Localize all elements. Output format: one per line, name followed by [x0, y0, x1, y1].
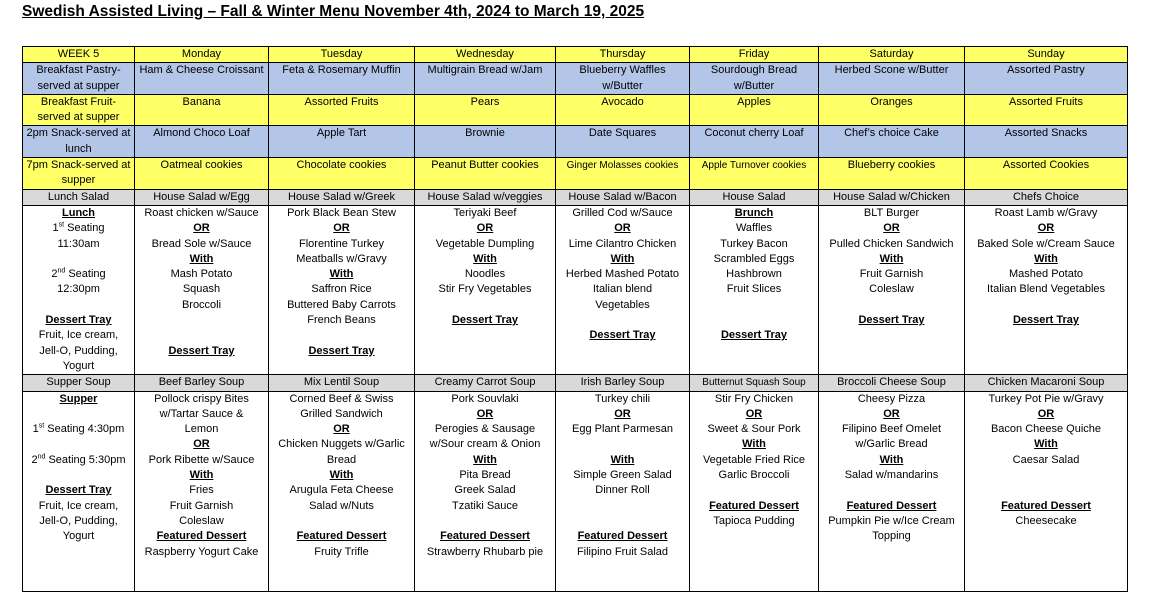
snack-7pm-row	[23, 158, 1128, 190]
menu-line: Pulled Chicken Sandwich	[829, 237, 954, 250]
day-header: Sunday	[965, 47, 1128, 63]
lunch-menu-cell	[819, 205, 965, 374]
lunch-info-cell	[23, 205, 135, 374]
dessert-item: Jell-O, Pudding,	[39, 514, 118, 527]
spacer	[137, 313, 266, 328]
connector-label: With	[473, 252, 497, 265]
dessert-heading: Featured Dessert	[577, 530, 668, 543]
supper-seating-1	[25, 422, 132, 437]
menu-line: Noodles	[464, 268, 506, 281]
menu-line: Fries	[189, 484, 214, 497]
menu-line: Pollock crispy Bites	[154, 392, 249, 405]
supper-menu-cell	[965, 391, 1128, 591]
spacer	[821, 483, 962, 498]
connector-label: OR	[333, 423, 350, 436]
menu-cell: House Salad w/Egg	[135, 189, 269, 205]
seat-number: 1	[52, 222, 59, 235]
connector-label: OR	[883, 222, 900, 235]
supper-menu-cell	[690, 391, 819, 591]
menu-line: Italian Blend Vegetables	[986, 283, 1106, 296]
menu-line: Bacon Cheese Quiche	[990, 423, 1102, 436]
menu-line: Broccoli	[181, 298, 222, 311]
lunch-seating-1-time: 11:30am	[57, 237, 100, 250]
day-header: Thursday	[556, 47, 690, 63]
menu-line: Scrambled Eggs	[713, 252, 795, 265]
menu-line: Waffles	[735, 222, 773, 235]
menu-cell: Oranges	[819, 94, 965, 126]
menu-line: Squash	[182, 283, 221, 296]
menu-cell: Assorted Cookies	[965, 158, 1128, 190]
spacer	[692, 483, 816, 498]
menu-cell: Apples	[690, 94, 819, 126]
menu-line: Vegetable Dumpling	[435, 237, 535, 250]
connector-label: OR	[333, 222, 350, 235]
connector-label: OR	[614, 222, 631, 235]
supper-seating-2	[25, 453, 132, 468]
menu-cell small: Apple Turnover cookies	[690, 158, 819, 190]
menu-cell: Chefs Choice	[965, 189, 1128, 205]
lunch-menu-cell	[690, 205, 819, 374]
spacer	[821, 298, 962, 313]
connector-label: OR	[614, 407, 631, 420]
supper-info-cell	[23, 391, 135, 591]
menu-line: Dinner Roll	[595, 484, 650, 497]
connector-label: With	[189, 469, 214, 482]
menu-line: Lemon	[184, 423, 219, 436]
menu-line: Raspberry Yogurt Cake	[144, 545, 259, 558]
lunch-menu-cell	[135, 205, 269, 374]
menu-line: French Beans	[307, 314, 376, 327]
lunch-body-row	[23, 205, 1128, 374]
menu-line: Turkey Bacon	[720, 237, 788, 250]
spacer	[967, 468, 1125, 483]
connector-label: OR	[193, 222, 210, 235]
menu-cell: House Salad	[690, 189, 819, 205]
menu-line: Turkey chili	[594, 392, 651, 405]
spacer	[558, 499, 687, 514]
menu-line: Tapioca Pudding	[713, 514, 795, 527]
connector-label: OR	[193, 438, 210, 451]
connector-label: With	[742, 438, 766, 451]
menu-line: Italian blend	[592, 283, 653, 296]
dessert-heading: Featured Dessert	[1001, 499, 1091, 512]
menu-line: Mash Potato	[170, 268, 233, 281]
menu-table	[22, 46, 1128, 592]
menu-line: Corned Beef & Swiss	[289, 392, 394, 405]
menu-line: Mashed Potato	[1009, 268, 1083, 281]
menu-line: Sweet & Sour Pork	[707, 423, 801, 436]
menu-cell: Sourdough Bread w/Butter	[690, 63, 819, 95]
seat-suffix: st	[58, 221, 65, 229]
day-header: Tuesday	[269, 47, 415, 63]
menu-cell: Broccoli Cheese Soup	[819, 375, 965, 391]
menu-line: Vegetable Fried Rice	[702, 453, 806, 466]
menu-line: Chicken Nuggets w/Garlic	[278, 438, 405, 451]
menu-line: Filipino Fruit Salad	[576, 545, 669, 558]
menu-cell: Assorted Pastry	[965, 63, 1128, 95]
menu-cell: Oatmeal cookies	[135, 158, 269, 190]
dessert-item: Fruit, Ice cream,	[38, 499, 119, 512]
supper-menu-cell	[135, 391, 269, 591]
menu-line: Meatballs w/Gravy	[296, 252, 387, 265]
lunch-salad-row	[23, 189, 1128, 205]
lunch-menu-cell	[965, 205, 1128, 374]
supper-menu-cell	[415, 391, 556, 591]
menu-cell: Brownie	[415, 126, 556, 158]
menu-line: Cheesy Pizza	[857, 392, 926, 405]
menu-line: Florentine Turkey	[299, 237, 384, 250]
menu-cell: Blueberry cookies	[819, 158, 965, 190]
connector-label: OR	[476, 222, 494, 235]
spacer	[692, 313, 816, 328]
menu-cell: Blueberry Waffles w/Butter	[556, 63, 690, 95]
menu-cell: Date Squares	[556, 126, 690, 158]
menu-line: Topping	[872, 530, 911, 543]
week-label: WEEK 5	[23, 47, 135, 63]
connector-label: With	[1034, 252, 1058, 265]
connector-label: With	[329, 469, 354, 482]
menu-line: Baked Sole w/Cream Sauce	[977, 237, 1115, 250]
connector-label: With	[879, 453, 904, 466]
dessert-item: Yogurt	[62, 359, 95, 372]
menu-line: Roast Lamb w/Gravy	[994, 206, 1098, 219]
menu-cell: Chocolate cookies	[269, 158, 415, 190]
menu-cell small: Butternut Squash Soup	[690, 375, 819, 391]
day-header: Wednesday	[415, 47, 556, 63]
menu-cell: Beef Barley Soup	[135, 375, 269, 391]
spacer	[417, 298, 553, 313]
menu-cell: Almond Choco Loaf	[135, 126, 269, 158]
menu-line: Hashbrown	[726, 268, 782, 281]
dessert-heading: Dessert Tray	[720, 329, 788, 342]
connector-label: With	[473, 453, 497, 466]
spacer	[558, 514, 687, 529]
lunch-seating-2-time: 12:30pm	[57, 283, 100, 296]
menu-cell: Irish Barley Soup	[556, 375, 690, 391]
row-label: 7pm Snack-served at supper	[23, 158, 135, 190]
seat-suffix: nd	[57, 267, 66, 275]
menu-cell: Assorted Fruits	[965, 94, 1128, 126]
menu-cell: Ham & Cheese Croissant	[135, 63, 269, 95]
menu-line: w/Tartar Sauce &	[159, 407, 244, 420]
dessert-tray-heading: Dessert Tray	[45, 484, 112, 497]
menu-line: Salad w/mandarins	[844, 469, 939, 482]
menu-line: Roast chicken w/Sauce	[144, 206, 259, 219]
menu-line: Teriyaki Beef	[453, 206, 517, 219]
seat-number: 2	[51, 268, 58, 281]
menu-cell: Multigrain Bread w/Jam	[415, 63, 556, 95]
dessert-heading: Dessert Tray	[168, 344, 235, 357]
day-header: Monday	[135, 47, 269, 63]
lunch-menu-cell	[556, 205, 690, 374]
menu-line: Buttered Baby Carrots	[287, 298, 396, 311]
connector-label: With	[610, 252, 635, 265]
supper-menu-cell	[556, 391, 690, 591]
spacer	[271, 514, 412, 529]
lunch-seating-1	[25, 221, 132, 236]
menu-cell: Feta & Rosemary Muffin	[269, 63, 415, 95]
seat-text: Seating 5:30pm	[45, 453, 126, 466]
supper-soup-row	[23, 375, 1128, 391]
menu-line: Coleslaw	[179, 514, 224, 527]
spacer	[692, 298, 816, 313]
menu-cell: Assorted Snacks	[965, 126, 1128, 158]
seat-suffix: st	[38, 422, 45, 430]
menu-cell: House Salad w/veggies	[415, 189, 556, 205]
seat-number: 1	[32, 423, 39, 436]
dessert-item: Fruit, Ice cream,	[38, 329, 119, 342]
breakfast-pastry-row	[23, 63, 1128, 95]
menu-cell: House Salad w/Chicken	[819, 189, 965, 205]
supper-menu-cell	[269, 391, 415, 591]
connector-label: OR	[883, 407, 900, 420]
lunch-menu-cell	[415, 205, 556, 374]
connector-label: With	[189, 252, 214, 265]
row-label: 2pm Snack-served at lunch	[23, 126, 135, 158]
menu-line: Egg Plant Parmesan	[572, 423, 673, 436]
spacer	[558, 437, 687, 452]
dessert-heading: Featured Dessert	[440, 530, 530, 543]
menu-line: Vegetables	[595, 298, 650, 311]
menu-line: Fruit Garnish	[859, 268, 924, 281]
menu-line: Saffron Rice	[311, 283, 372, 296]
menu-line: Perogies & Sausage	[434, 423, 536, 436]
supper-heading: Supper	[59, 392, 98, 405]
menu-cell: Coconut cherry Loaf	[690, 126, 819, 158]
seat-text: Seating	[64, 222, 105, 235]
row-label: Breakfast Fruit-served at supper	[23, 94, 135, 126]
connector-label: OR	[1037, 407, 1055, 420]
spacer	[967, 483, 1125, 498]
menu-line: Pork Black Bean Stew	[287, 206, 396, 219]
connector-label: OR	[1037, 222, 1055, 235]
menu-line: Fruit Slices	[726, 283, 782, 296]
row-label: Supper Soup	[23, 375, 135, 391]
menu-cell: Apple Tart	[269, 126, 415, 158]
connector-label: OR	[476, 407, 494, 420]
day-header: Saturday	[819, 47, 965, 63]
day-header: Friday	[690, 47, 819, 63]
snack-2pm-row	[23, 126, 1128, 158]
menu-cell: Pears	[415, 94, 556, 126]
menu-line: Bread Sole w/Sauce	[151, 237, 252, 250]
row-label: Lunch Salad	[23, 189, 135, 205]
menu-line: Greek Salad	[454, 484, 516, 497]
header-row	[23, 47, 1128, 63]
connector-label: With	[329, 268, 354, 281]
menu-line: Pumpkin Pie w/Ice Cream	[828, 514, 955, 527]
dessert-heading: Dessert Tray	[451, 314, 519, 327]
menu-cell: Avocado	[556, 94, 690, 126]
menu-cell: House Salad w/Bacon	[556, 189, 690, 205]
menu-line: Stir Fry Vegetables	[438, 283, 532, 296]
seat-number: 2	[31, 453, 38, 466]
connector-label: With	[610, 453, 635, 466]
menu-line: Grilled Sandwich	[300, 407, 383, 420]
menu-line: w/Sour cream & Onion	[429, 438, 541, 451]
seat-text: Seating 4:30pm	[44, 423, 125, 436]
menu-line: Pork Souvlaki	[451, 392, 519, 405]
dessert-heading: Featured Dessert	[846, 499, 937, 512]
dessert-tray-heading: Dessert Tray	[45, 314, 112, 327]
spacer	[967, 298, 1125, 313]
menu-line: Tzatiki Sauce	[451, 499, 519, 512]
menu-cell: Chef’s choice Cake	[819, 126, 965, 158]
seat-suffix: nd	[37, 453, 46, 461]
seat-text: Seating	[65, 268, 106, 281]
menu-cell: Herbed Scone w/Butter	[819, 63, 965, 95]
menu-cell: Peanut Butter cookies	[415, 158, 556, 190]
menu-line: Lime Cilantro Chicken	[568, 237, 677, 250]
menu-cell: House Salad w/Greek	[269, 189, 415, 205]
dessert-heading: Dessert Tray	[308, 344, 375, 357]
lunch-seating-2	[25, 267, 132, 282]
dessert-heading: Dessert Tray	[858, 314, 925, 327]
row-label: Breakfast Pastry-served at supper	[23, 63, 135, 95]
menu-line: w/Garlic Bread	[855, 438, 928, 451]
menu-cell: Assorted Fruits	[269, 94, 415, 126]
menu-line: Simple Green Salad	[573, 469, 672, 482]
page-title: Swedish Assisted Living – Fall & Winter Menu November 4th, 2024 to March 19, 2025	[22, 3, 645, 20]
menu-line: Fruity Trifle	[314, 545, 369, 558]
supper-menu-cell	[819, 391, 965, 591]
menu-line: Arugula Feta Cheese	[289, 484, 394, 497]
dessert-heading: Featured Dessert	[709, 499, 799, 512]
menu-line: Garlic Broccoli	[718, 469, 790, 482]
connector-label: With	[879, 252, 904, 265]
dessert-heading: Featured Dessert	[296, 530, 387, 543]
menu-cell small: Ginger Molasses cookies	[556, 158, 690, 190]
menu-cell: Banana	[135, 94, 269, 126]
menu-line: Herbed Mashed Potato	[565, 268, 680, 281]
dessert-heading: Dessert Tray	[1012, 314, 1080, 327]
menu-cell: Creamy Carrot Soup	[415, 375, 556, 391]
menu-line: Fruit Garnish	[169, 499, 234, 512]
dessert-item: Jell-O, Pudding,	[39, 344, 118, 357]
menu-line: Salad w/Nuts	[309, 499, 374, 512]
breakfast-fruit-row	[23, 94, 1128, 126]
spacer	[137, 328, 266, 343]
menu-cell: Mix Lentil Soup	[269, 375, 415, 391]
connector-label: OR	[745, 407, 763, 420]
menu-line: Pita Bread	[459, 469, 511, 482]
menu-line: Pork Ribette w/Sauce	[148, 453, 255, 466]
lunch-menu-cell	[269, 205, 415, 374]
menu-line: Stir Fry Chicken	[714, 392, 794, 405]
menu-line: Turkey Pot Pie w/Gravy	[988, 392, 1104, 405]
menu-line: Strawberry Rhubarb pie	[426, 545, 544, 558]
menu-line: Cheesecake	[1015, 514, 1077, 527]
spacer	[271, 328, 412, 343]
dessert-heading: Featured Dessert	[156, 530, 247, 543]
spacer	[558, 313, 687, 328]
dessert-heading: Dessert Tray	[589, 329, 656, 342]
menu-cell: Chicken Macaroni Soup	[965, 375, 1128, 391]
spacer	[417, 514, 553, 529]
menu-line: Grilled Cod w/Sauce	[572, 206, 673, 219]
lunch-heading: Lunch	[62, 206, 95, 219]
menu-line: BLT Burger	[863, 206, 920, 219]
menu-line: Bread	[326, 453, 357, 466]
connector-label: With	[1034, 438, 1058, 451]
menu-line: Caesar Salad	[1012, 453, 1080, 466]
supper-body-row	[23, 391, 1128, 591]
menu-line: Coleslaw	[869, 283, 914, 296]
dessert-heading: Brunch	[734, 206, 774, 219]
menu-line: Filipino Beef Omelet	[841, 423, 942, 436]
dessert-item: Yogurt	[62, 530, 95, 543]
